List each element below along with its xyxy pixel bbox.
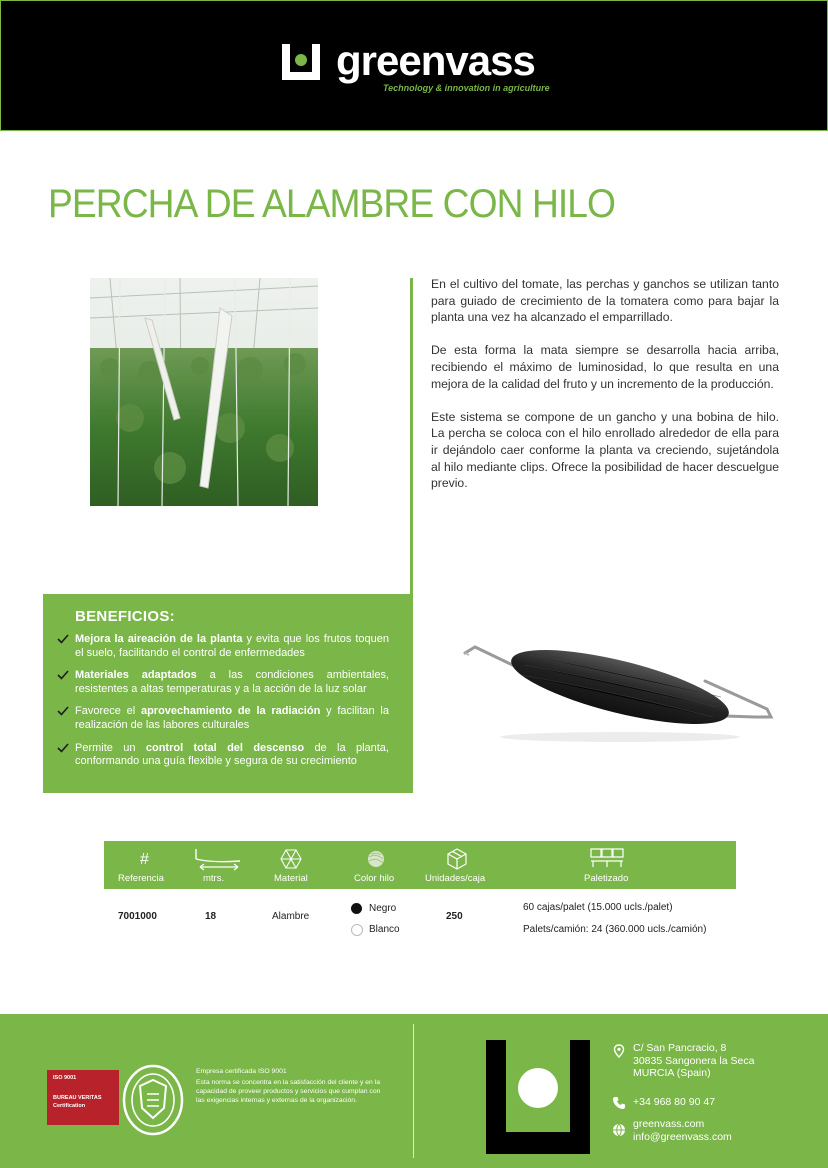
greenvass-logo-icon: [486, 1040, 590, 1154]
thread-color-icon: [366, 849, 386, 869]
cell-material: Alambre: [272, 911, 310, 922]
greenhouse-photo: [90, 278, 318, 506]
cell-reference: 7001000: [118, 911, 157, 922]
iso-certification-badge: ISO 9001 BUREAU VERITAS Certification: [47, 1070, 119, 1125]
benefits-title: BENEFICIOS:: [75, 608, 175, 625]
cell-pallets-per-truck: Palets/camión: 24 (360.000 ucls./camión): [523, 924, 707, 935]
benefit-item: Mejora la aireación de la planta y evita que los frutos toquen el suelo, facilitando el control de enfermedades: [75, 633, 389, 660]
check-icon: [57, 742, 69, 754]
page-header: [0, 0, 828, 131]
description-paragraph: En el cultivo del tomate, las perchas y ganchos se utilizan tanto para guiado de crecimiento de la tomatera como para bajar la planta una vez ha alcanzado el emparrillado.: [431, 277, 779, 325]
check-icon: [57, 669, 69, 681]
product-description: [431, 276, 779, 508]
bureau-veritas-seal-icon: [122, 1064, 184, 1136]
contact-web: [633, 1118, 732, 1143]
reference-symbol: #: [140, 851, 149, 868]
brand-tagline: Technology & innovation in agriculture: [383, 83, 550, 93]
phone-icon: [612, 1096, 626, 1110]
cell-pallet-boxes: 60 cajas/palet (15.000 ucls./palet): [523, 902, 673, 913]
cell-units-per-box: 250: [446, 911, 463, 922]
material-icon: [280, 849, 302, 869]
website-link[interactable]: greenvass.com: [633, 1118, 705, 1130]
header-palletizing: Paletizado: [584, 873, 629, 884]
white-swatch-icon: [351, 924, 363, 936]
benefit-item: Materiales adaptados a las condiciones ambientales, resistentes a altas temperaturas y a la acción de la luz solar: [75, 669, 389, 696]
email-link[interactable]: info@greenvass.com: [633, 1130, 732, 1143]
cell-length: 18: [205, 911, 217, 922]
header-length: mtrs.: [203, 873, 225, 884]
globe-icon: [612, 1123, 626, 1137]
page-footer: [0, 1014, 828, 1168]
phone-number[interactable]: +34 968 80 90 47: [633, 1096, 716, 1108]
footer-divider: [413, 1024, 414, 1158]
description-paragraph: De esta forma la mata siempre se desarrolla hacia arriba, recibiendo el máximo de luminosidad, lo que resulta en una mejora de la calidad del fruto y un incremento de la producción.: [431, 343, 779, 391]
length-icon: [192, 847, 244, 871]
benefits-list: [75, 633, 389, 769]
greenvass-logo-icon: [282, 44, 320, 80]
page-title: PERCHA DE ALAMBRE CON HILO: [48, 182, 616, 226]
cell-color-black: Negro: [369, 903, 397, 914]
location-pin-icon: [612, 1044, 626, 1058]
check-icon: [57, 633, 69, 645]
divider-line: [410, 278, 413, 596]
brand-name: greenvass: [336, 37, 535, 84]
header-units-per-box: Unidades/caja: [425, 873, 486, 884]
header-thread-color: Color hilo: [354, 873, 395, 884]
description-paragraph: Este sistema se compone de un gancho y una bobina de hilo. La percha se coloca con el hilo enrollado alrededor de ella para ir dejándolo caer conforme la planta va creciendo, sujetándola al hilo mediante clips. Ofrece la posibilidad de hacer descuelgue previo.: [431, 409, 779, 491]
benefits-panel: [43, 594, 413, 793]
box-icon: [446, 848, 468, 870]
header-reference: Referencia: [118, 873, 164, 884]
pallet-icon: [589, 847, 625, 869]
check-icon: [57, 705, 69, 717]
black-swatch-icon: [351, 903, 362, 914]
spec-table-header: [104, 841, 736, 889]
cell-color-white: Blanco: [369, 924, 400, 935]
benefit-item: Permite un control total del descenso de la planta, conformando una guía flexible y segura de su crecimiento: [75, 742, 389, 769]
benefit-item: Favorece el aprovechamiento de la radiación y facilitan la realización de las labores culturales: [75, 705, 389, 732]
address: C/ San Pancracio, 8 30835 Sangonera la Seca MURCIA (Spain): [633, 1042, 755, 1080]
wire-hanger-spool-image: [455, 625, 785, 745]
certification-text: Empresa certificada ISO 9001 Esta norma se concentra en la satisfacción del cliente y en la capacidad de proveer productos y servicios que cumplan con las exigencias internas y externas de la organización.: [196, 1068, 381, 1104]
header-material: Material: [274, 873, 308, 884]
